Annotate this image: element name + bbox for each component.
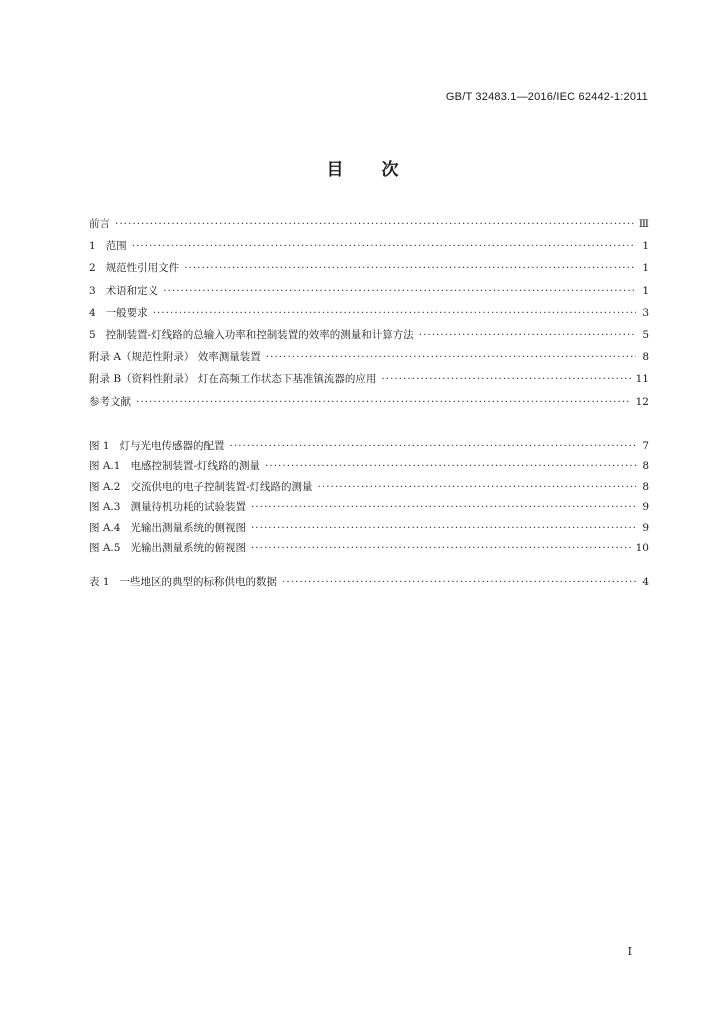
toc-entry-page: 1 [642,262,649,275]
toc-entry-page: 4 [642,576,649,588]
toc-entry-label: 一般要求 [105,306,148,319]
toc-leader-dots [230,436,636,456]
standard-code: GB/T 32483.1—2016/IEC 62442-1:2011 [445,91,648,103]
toc-entry-label: 灯与光电传感器的配置 [119,440,225,452]
toc-entry-label: 控制装置-灯线路的总输入功率和控制装置的效率的测量和计算方法 [105,328,414,341]
toc-leader-dots [381,368,630,390]
toc-entry-number: 3 [89,284,96,297]
toc-figure-row[interactable] [89,518,649,538]
toc-leader-dots [184,257,636,279]
toc-leader-dots [282,571,636,593]
toc-entry-number: 图 1 [89,440,110,452]
toc-entry-label: 一些地区的典型的标称供电的数据 [119,576,278,588]
toc-entry-number: 2 [89,262,96,275]
toc-figure-row[interactable] [89,456,649,476]
toc-entry-label: 交流供电的电子控制装置-灯线路的测量 [130,480,313,493]
toc-entry-page: 10 [635,541,649,554]
toc-section-row[interactable] [89,302,649,324]
toc-figures [89,436,649,558]
toc-entry-label: 范围 [105,240,127,253]
toc-leader-dots [115,213,634,235]
toc-entry-page: 8 [642,351,649,364]
toc-leader-dots [251,497,636,517]
toc-entry-number: 表 1 [89,576,110,588]
toc-entry-label: 规范性引用文件 [105,262,180,275]
toc-leader-dots [318,477,636,497]
toc-section-row[interactable] [89,280,649,302]
toc-entry-page: 5 [642,328,649,341]
toc-section-row[interactable] [89,213,649,235]
toc-entry-label: 光输出测量系统的俯视图 [130,541,246,554]
toc-figure-row[interactable] [89,436,649,456]
toc-leader-dots [265,456,636,476]
toc-section-row[interactable] [89,391,649,413]
toc-entry-page: 9 [642,501,649,514]
toc-leader-dots [163,280,636,302]
toc-entry-number: 1 [89,240,96,253]
toc-entry-number: 图 A.5 [89,541,121,554]
toc-entry-page: Ⅲ [638,218,649,230]
toc-entry-number: 图 A.2 [89,480,121,493]
toc-entry-label: 附录 B（资料性附录） 灯在高频工作状态下基准镇流器的应用 [89,373,377,386]
toc-entry-page: 8 [642,460,649,473]
toc-entry-number: 4 [89,306,96,319]
toc-entry-label: 光输出测量系统的侧视图 [130,521,246,534]
toc-figure-row[interactable] [89,477,649,497]
toc-figure-row[interactable] [89,538,649,558]
toc-entry-label: 电感控制装置-灯线路的测量 [130,460,261,473]
toc-entry-label: 附录 A（规范性附录） 效率测量装置 [89,351,261,364]
page-number: I [627,945,632,958]
toc-entry-label: 术语和定义 [105,284,159,297]
toc-leader-dots [132,235,636,257]
toc-section-row[interactable] [89,257,649,279]
toc-section-row[interactable] [89,346,649,368]
toc-entry-number: 5 [89,328,96,341]
toc-entry-page: 8 [642,480,649,493]
toc-entry-page: 11 [635,373,649,386]
toc-sections [89,213,649,413]
toc-entry-label: 参考文献 [89,395,131,408]
toc-entry-label: 前言 [89,218,110,230]
toc-entry-page: 7 [642,440,649,452]
toc-entry-page: 12 [635,395,649,408]
toc-entry-number: 图 A.3 [89,501,121,514]
toc-entry-page: 1 [642,284,649,297]
toc-entry-number: 图 A.1 [89,460,121,473]
toc-entry-label: 测量待机功耗的试验装置 [130,501,246,514]
toc-entry-page: 9 [642,521,649,534]
toc-entry-number: 图 A.4 [89,521,121,534]
toc-leader-dots [266,346,636,368]
toc-section-row[interactable] [89,235,649,257]
toc-tables [89,571,649,593]
toc-figure-row[interactable] [89,497,649,517]
toc-leader-dots [251,518,636,538]
toc-leader-dots [419,324,636,346]
toc-leader-dots [251,538,631,558]
toc-table-row[interactable] [89,571,649,593]
toc-entry-page: 1 [642,240,649,253]
toc-leader-dots [136,391,631,413]
toc-section-row[interactable] [89,324,649,346]
toc-title: 目 次 [326,160,399,180]
toc-entry-page: 3 [642,306,649,319]
toc-section-row[interactable] [89,368,649,390]
toc-leader-dots [153,302,636,324]
